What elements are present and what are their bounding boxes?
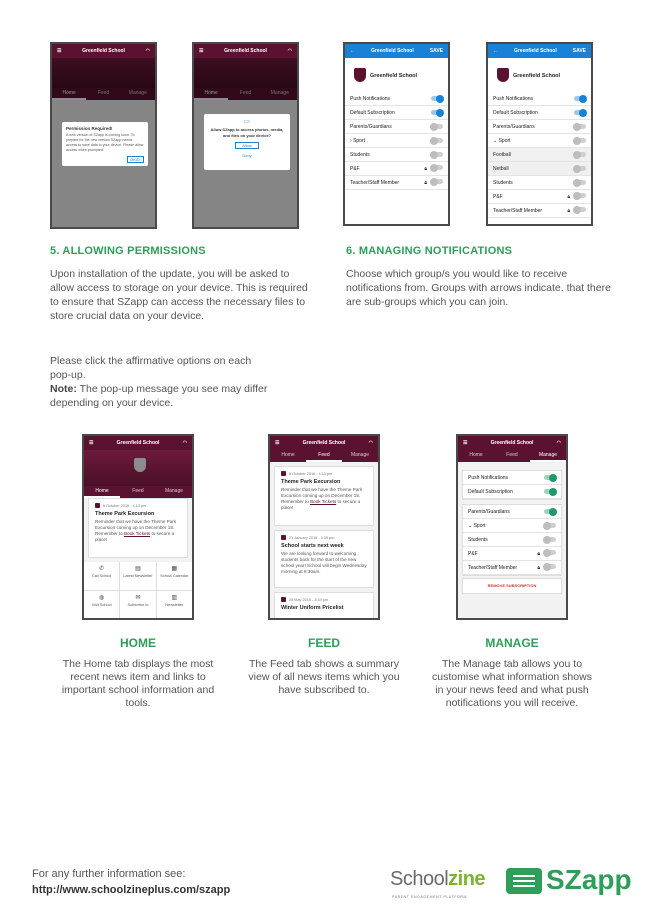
newsletter-tile-2[interactable]: [157, 591, 192, 619]
app-title: Greenfield School: [302, 440, 346, 446]
school-crest-icon: [497, 68, 509, 82]
remove-subscription-button[interactable]: REMOVE SUBSCRIPTION: [462, 578, 562, 594]
setting-students[interactable]: [463, 533, 561, 547]
schoolzine-tagline: PARENT ENGAGEMENT PLATFORM: [392, 895, 468, 899]
folder-icon: ▭: [244, 119, 250, 125]
tab-feed[interactable]: Feed: [132, 488, 144, 494]
newsletter-icon: ▤: [135, 566, 141, 572]
news-icon: [281, 535, 286, 540]
manage-caption: The Manage tab allows you to customise what information shows in your news feed and what push notifications you will receive.: [432, 658, 592, 709]
toggle[interactable]: [574, 166, 586, 171]
setting-pf[interactable]: [345, 162, 448, 176]
footer-url-link[interactable]: http://www.schoolzineplus.com/szapp: [32, 884, 231, 896]
setting-label: Default Subscription: [350, 109, 395, 116]
document-icon: ▥: [171, 595, 178, 601]
book-tickets-link[interactable]: Book Tickets: [310, 499, 337, 504]
tab-feed[interactable]: Feed: [506, 452, 518, 458]
footer-info: For any further information see:: [32, 868, 186, 880]
feed-caption-title: FEED: [307, 636, 340, 650]
tab-home[interactable]: Home: [84, 486, 120, 498]
tools-grid: [84, 562, 192, 620]
app-title: Greenfield School: [490, 440, 534, 446]
tile-label: Call School: [92, 574, 112, 578]
tab-home[interactable]: Home: [469, 452, 483, 458]
app-title: Greenfield School: [82, 48, 125, 54]
setting-label: Sport: [353, 137, 366, 144]
menu-icon: ☰: [199, 48, 204, 54]
tab-feed[interactable]: Feed: [306, 450, 342, 462]
rss-icon[interactable]: ◠: [368, 440, 373, 446]
allow-button[interactable]: Allow: [235, 142, 259, 149]
save-button[interactable]: SAVE: [429, 48, 443, 54]
dialog-body: Allow SZapp to access photos, media, and files on your device?: [210, 127, 284, 138]
call-school-tile[interactable]: [84, 562, 119, 590]
toggle[interactable]: [574, 152, 586, 157]
setting-netball[interactable]: [488, 162, 591, 176]
section-5-note: [50, 382, 310, 410]
news-title: Theme Park Excursion: [281, 479, 341, 485]
tile-label: Newsletter: [165, 603, 184, 607]
app-bar: [488, 44, 591, 58]
setting-pf[interactable]: [463, 547, 561, 561]
szapp-logo-text: SZapp: [546, 864, 632, 895]
news-date: 6 October 2016 - 4:13 pm: [103, 503, 147, 508]
setting-football[interactable]: [488, 148, 591, 162]
news-body-text: to secure a place!: [95, 531, 175, 542]
feed-caption: The Feed tab shows a summary view of all news items which you have subscribed to.: [248, 658, 400, 696]
toggle[interactable]: [544, 564, 556, 569]
calendar-icon: ▦: [171, 566, 178, 572]
toggle[interactable]: [574, 138, 586, 143]
dialog-title: Permission Required!: [66, 126, 113, 131]
rss-icon[interactable]: ◠: [182, 440, 187, 446]
setting-label: Default Subscription: [493, 109, 538, 116]
menu-icon[interactable]: ☰: [463, 440, 468, 446]
setting-label: Students: [493, 179, 513, 186]
setting-parents[interactable]: [463, 505, 561, 519]
toggle[interactable]: [431, 124, 443, 129]
news-card[interactable]: [274, 530, 374, 588]
toggle[interactable]: [574, 124, 586, 129]
globe-icon: ◍: [99, 595, 105, 601]
toggle[interactable]: [574, 110, 586, 115]
school-crest-icon: [134, 458, 146, 472]
lock-icon: 🔒︎: [567, 208, 570, 214]
setting-label: Students: [350, 151, 370, 158]
tab-manage[interactable]: Manage: [530, 450, 566, 462]
section-5-paragraph-2: Please click the affirmative options on each pop-up.: [50, 355, 252, 381]
school-name: Greenfield School: [513, 73, 561, 79]
dialog-body: A new version of SZapp is coming soon. To prepare for the new version SZapp needs access to save data to your device. Please allow access when prompted.: [66, 133, 144, 152]
lock-icon: 🔒︎: [537, 551, 540, 557]
logo-text: School: [390, 868, 449, 890]
setting-default[interactable]: [463, 485, 561, 499]
tab-home[interactable]: Home: [281, 452, 295, 458]
tab-manage[interactable]: Manage: [350, 452, 370, 458]
news-date: 25 May 2015 - 3:34 pm: [289, 597, 329, 602]
app-title: Greenfield School: [224, 48, 267, 54]
setting-label: Netball: [493, 165, 509, 172]
feed-screenshot: [268, 434, 380, 620]
section-5-paragraph-1: Upon installation of the update, you will be asked to allow access to storage on your device. This is required to ensure that SZapp can access the necessary files to store crucial data on your device.: [50, 268, 308, 322]
setting-default[interactable]: [488, 106, 591, 120]
news-date: 21 January 2016 - 3:09 pm: [289, 535, 335, 540]
rss-icon: ◠: [145, 48, 150, 54]
setting-push[interactable]: [488, 92, 591, 106]
news-date: 6 October 2016 - 4:13 pm: [289, 471, 333, 476]
logo-text-accent: zine: [448, 868, 486, 890]
tile-label: Subscribe to: [127, 603, 149, 607]
toggle[interactable]: [544, 509, 556, 514]
visit-school-tile[interactable]: [84, 591, 119, 619]
news-body: [95, 519, 181, 543]
calendar-tile[interactable]: [157, 562, 192, 590]
menu-icon[interactable]: ☰: [89, 440, 94, 446]
toggle[interactable]: [544, 523, 556, 528]
rss-icon[interactable]: ◠: [556, 440, 561, 446]
setting-label: Sport: [498, 137, 511, 144]
setting-default[interactable]: [345, 106, 448, 120]
toggle[interactable]: [431, 152, 443, 157]
setting-label: Parents/Guardians: [350, 123, 392, 130]
news-body-text: Reminder that we have the Theme Park Excursion coming up on December 18. Remember to: [281, 487, 363, 504]
news-card[interactable]: [88, 498, 188, 558]
news-body-text: to secure a place!: [281, 499, 361, 510]
phone-icon: ✆: [99, 566, 105, 572]
app-bar: [458, 436, 566, 450]
toggle[interactable]: [574, 180, 586, 185]
setting-label: P&F: [468, 550, 478, 557]
app-title: Greenfield School: [116, 440, 160, 446]
permission-screenshot-1: [50, 42, 157, 229]
setting-students[interactable]: [488, 176, 591, 190]
tab-manage[interactable]: Manage: [164, 488, 184, 494]
setting-label: Teacher/Staff Member: [468, 564, 518, 571]
tab-feed: Feed: [239, 90, 252, 96]
setting-staff[interactable]: [488, 204, 591, 218]
permission-dialog: [62, 122, 148, 166]
toggle[interactable]: [544, 550, 556, 555]
news-icon: [281, 597, 286, 602]
setting-parents[interactable]: [488, 120, 591, 134]
news-body-text: Reminder that we have the Theme Park Excursion coming up on December 18. Remember to: [95, 519, 177, 536]
subscribe-tile[interactable]: [120, 591, 155, 619]
lock-icon: 🔒︎: [567, 194, 570, 200]
toggle[interactable]: [431, 96, 443, 101]
menu-icon[interactable]: ☰: [275, 440, 280, 446]
home-caption: The Home tab displays the most recent news item and links to important school information and tools.: [61, 658, 215, 709]
app-bar: [84, 436, 192, 450]
school-crest-icon: [354, 68, 366, 82]
news-body: We are looking forward to welcoming students back for the start of the new school year! School will begin Wednesday morning at 8:30am.: [281, 551, 367, 574]
tile-label: School Calendar: [160, 574, 189, 578]
app-bar: [52, 44, 155, 58]
setting-label: Football: [493, 151, 511, 158]
setting-sport[interactable]: [488, 134, 591, 148]
permission-screenshot-2: [192, 42, 299, 229]
toggle[interactable]: [431, 179, 443, 184]
toggle[interactable]: [574, 207, 586, 212]
tile-label: Latest Newsletter: [123, 574, 153, 578]
setting-label: Push Notifications: [350, 95, 391, 102]
chevron-right-icon: ›: [350, 137, 352, 144]
szapp-logo-icon: [506, 868, 542, 894]
toggle[interactable]: [544, 537, 556, 542]
notifications-screenshot-2: [486, 42, 593, 226]
tab-manage: Manage: [128, 90, 147, 96]
app-title: Greenfield School: [513, 48, 557, 54]
section-6-paragraph: Choose which group/s you would like to receive notifications from. Groups with arrows indicate. that there are sub-groups which you can join.: [346, 268, 611, 308]
back-arrow-icon[interactable]: ←: [493, 48, 498, 54]
setting-parents[interactable]: [345, 120, 448, 134]
toggle[interactable]: [431, 110, 443, 115]
home-screenshot: [82, 434, 194, 620]
rss-icon: ◠: [287, 48, 292, 54]
app-bar: [270, 436, 378, 450]
setting-label: Push Notifications: [493, 95, 534, 102]
toggle[interactable]: [574, 96, 586, 101]
setting-label: P&F: [350, 165, 360, 172]
chevron-down-icon: ⌄: [468, 522, 473, 529]
app-title: Greenfield School: [370, 48, 414, 54]
menu-icon: ☰: [57, 48, 62, 54]
news-title: Winter Uniform Pricelist: [281, 605, 344, 611]
toggle[interactable]: [544, 475, 556, 480]
setting-staff[interactable]: [463, 561, 561, 575]
setting-label: Sport: [473, 522, 486, 529]
setting-label: Parents/Guardians: [468, 508, 510, 515]
chevron-down-icon: ⌄: [493, 137, 498, 144]
back-arrow-icon[interactable]: ←: [350, 48, 355, 54]
setting-label: P&F: [493, 193, 503, 200]
setting-sport[interactable]: [463, 519, 561, 533]
book-tickets-link[interactable]: Book Tickets: [124, 531, 151, 536]
lock-icon: 🔒︎: [537, 565, 540, 571]
lock-icon: 🔒︎: [424, 166, 427, 172]
toggle[interactable]: [574, 193, 586, 198]
setting-label: Students: [468, 536, 488, 543]
toggle[interactable]: [431, 165, 443, 170]
setting-push[interactable]: [463, 471, 561, 485]
news-icon: [95, 503, 100, 508]
tab-home: Home: [194, 88, 228, 100]
lock-icon: 🔒︎: [424, 180, 427, 186]
save-button[interactable]: SAVE: [572, 48, 586, 54]
setting-label: Teacher/Staff Member: [350, 179, 400, 186]
news-title: School starts next week: [281, 543, 344, 549]
section-5-title: 5. ALLOWING PERMISSIONS: [50, 245, 206, 257]
newsletter-tile[interactable]: [120, 562, 155, 590]
deny-button[interactable]: Deny: [242, 153, 252, 158]
setting-students[interactable]: [345, 148, 448, 162]
setting-pf[interactable]: [488, 190, 591, 204]
app-bar: [345, 44, 448, 58]
manage-screenshot: [456, 434, 568, 620]
manage-caption-title: MANAGE: [485, 636, 539, 650]
setting-label: Default Subscription: [468, 488, 513, 495]
setting-sport[interactable]: [345, 134, 448, 148]
setting-push[interactable]: [345, 92, 448, 106]
notifications-screenshot-1: [343, 42, 450, 226]
note-text: The pop-up message you see may differ depending on your device.: [50, 383, 268, 409]
news-card[interactable]: [274, 466, 374, 526]
section-6-title: 6. MANAGING NOTIFICATIONS: [346, 245, 513, 257]
news-card[interactable]: [274, 592, 374, 620]
schoolzine-logo: [390, 868, 485, 891]
okay-button[interactable]: OKAY: [127, 156, 144, 163]
mail-icon: ✉: [135, 595, 141, 601]
toggle[interactable]: [431, 138, 443, 143]
note-label: Note:: [50, 383, 77, 395]
tab-manage: Manage: [270, 90, 289, 96]
home-caption-title: HOME: [120, 636, 156, 650]
tile-label: Visit School: [91, 603, 112, 607]
tab-feed: Feed: [97, 90, 110, 96]
setting-label: Push Notifications: [468, 474, 509, 481]
school-name: Greenfield School: [370, 73, 418, 79]
news-icon: [281, 471, 286, 476]
setting-staff[interactable]: [345, 176, 448, 190]
app-bar: [194, 44, 297, 58]
tab-home: Home: [52, 88, 86, 100]
storage-dialog: [204, 114, 290, 170]
setting-label: Teacher/Staff Member: [493, 207, 543, 214]
toggle[interactable]: [544, 489, 556, 494]
setting-label: Parents/Guardians: [493, 123, 535, 130]
news-title: Theme Park Excursion: [95, 511, 155, 517]
news-body: [281, 487, 367, 511]
